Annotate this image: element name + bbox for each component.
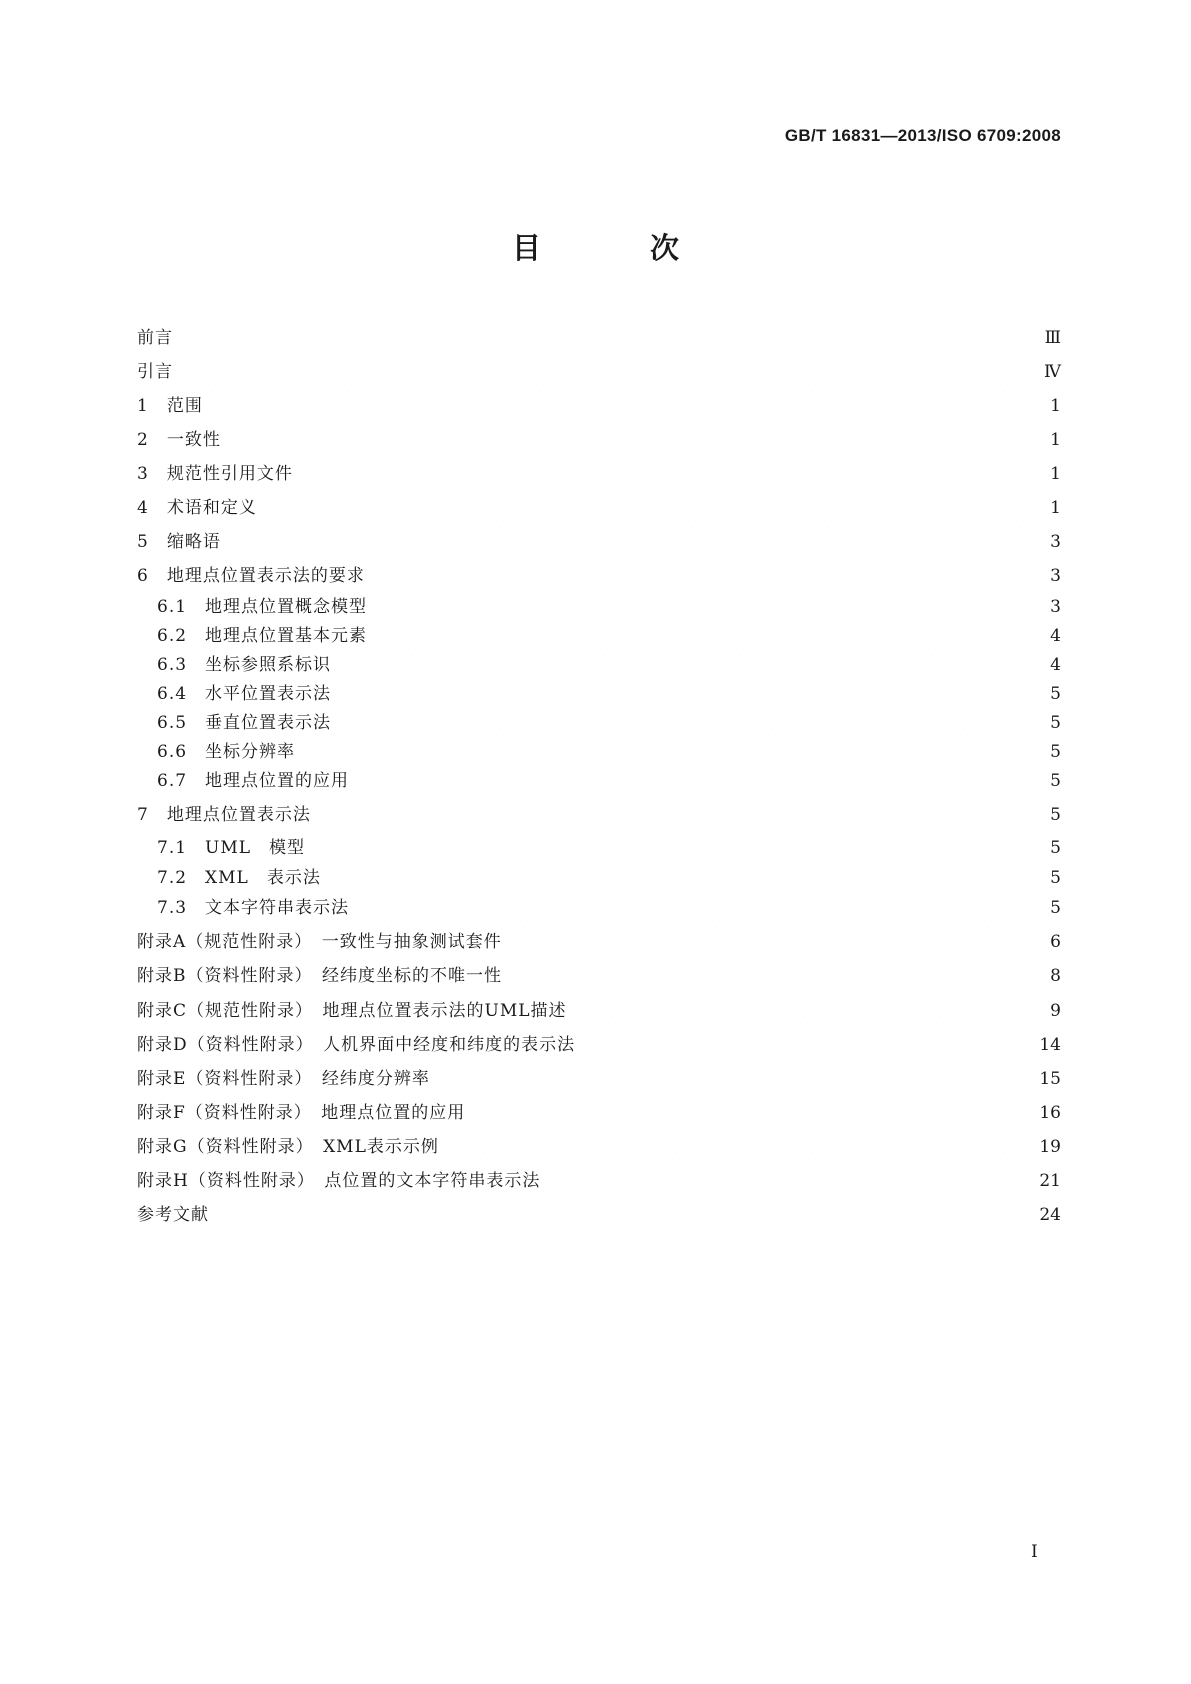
toc-leader-dots [229, 529, 1039, 555]
toc-entry-label: 附录B（资料性附录） 经纬度坐标的不唯一性 [137, 966, 502, 986]
toc-entry-6-4[interactable] [157, 681, 1061, 707]
toc-leader-dots [229, 427, 1039, 453]
toc-entry-page: 3 [1050, 566, 1061, 586]
toc-entry-4[interactable] [137, 495, 1061, 521]
toc-entry-label: 6.6 坐标分辨率 [157, 742, 296, 762]
toc-entry-page: 1 [1050, 464, 1061, 484]
toc-leader-dots [357, 768, 1039, 794]
toc-entry-appendix-f[interactable] [137, 1100, 1061, 1126]
toc-entry-page: 5 [1050, 771, 1061, 791]
toc-leader-dots [447, 1134, 1031, 1160]
toc-entry-page: 1 [1050, 498, 1061, 518]
toc-entry-page: 4 [1050, 655, 1061, 675]
toc-entry-page: 24 [1039, 1205, 1061, 1225]
toc-entry-6-6[interactable] [157, 739, 1061, 765]
page-title: 目 次 [511, 231, 719, 265]
toc-entry-appendix-a[interactable] [137, 929, 1061, 955]
toc-leader-dots [217, 1202, 1031, 1228]
toc-entry-page: 8 [1050, 966, 1061, 986]
toc-entry-page: 16 [1039, 1103, 1061, 1123]
toc-entry-6-1[interactable] [157, 594, 1061, 620]
toc-leader-dots [575, 998, 1039, 1024]
toc-leader-dots [438, 1066, 1031, 1092]
toc-entry-page: 1 [1050, 396, 1061, 416]
toc-entry-7-3[interactable] [157, 895, 1061, 921]
toc-leader-dots [339, 681, 1039, 707]
toc-entry-label: 引言 [137, 362, 173, 382]
toc-entry-page: 19 [1039, 1137, 1061, 1157]
toc-leader-dots [510, 963, 1039, 989]
toc-entry-label: 7.1 UML 模型 [157, 838, 306, 858]
toc-entry-appendix-d[interactable] [137, 1032, 1061, 1058]
toc-entry-appendix-e[interactable] [137, 1066, 1061, 1092]
toc-entry-page: 5 [1050, 805, 1061, 825]
toc-entry-label: 2 一致性 [137, 430, 221, 450]
toc-entry-page: 5 [1050, 742, 1061, 762]
toc-entry-page: 3 [1050, 597, 1061, 617]
toc-leader-dots [339, 652, 1039, 678]
toc-entry-label: 6.3 坐标参照系标识 [157, 655, 332, 675]
toc-entry-page: 5 [1050, 684, 1061, 704]
toc-entry-label: 7 地理点位置表示法 [137, 805, 311, 825]
toc-entry-7[interactable] [137, 802, 1061, 828]
toc-entry-page: 15 [1039, 1069, 1061, 1089]
toc-entry-page: 3 [1050, 532, 1061, 552]
toc-entry-label: 6.5 垂直位置表示法 [157, 713, 332, 733]
toc-entry-label: 附录E（资料性附录） 经纬度分辨率 [137, 1069, 430, 1089]
toc-entry-6-2[interactable] [157, 623, 1061, 649]
toc-leader-dots [303, 739, 1039, 765]
toc-entry-label: 6.1 地理点位置概念模型 [157, 597, 368, 617]
toc-leader-dots [375, 594, 1039, 620]
toc-entry-7-2[interactable] [157, 865, 1061, 891]
toc-entry-label: 6.7 地理点位置的应用 [157, 771, 350, 791]
toc-leader-dots [265, 495, 1039, 521]
toc-leader-dots [301, 461, 1039, 487]
toc-leader-dots [319, 802, 1039, 828]
toc-entry-page: 5 [1050, 713, 1061, 733]
toc-leader-dots [181, 325, 1037, 351]
page-number: Ⅰ [1031, 1542, 1038, 1562]
toc-entry-label: 5 缩略语 [137, 532, 221, 552]
toc-entry-page: 5 [1050, 868, 1061, 888]
toc-entry-label: 附录G（资料性附录） XML表示示例 [137, 1137, 439, 1157]
toc-entry-appendix-c[interactable] [137, 998, 1061, 1024]
toc-entry-page: 5 [1050, 898, 1061, 918]
toc-entry-label: 7.3 文本字符串表示法 [157, 898, 350, 918]
toc-leader-dots [357, 895, 1039, 921]
toc-entry-6-7[interactable] [157, 768, 1061, 794]
toc-entry-page: Ⅲ [1044, 328, 1061, 348]
toc-entry-label: 附录D（资料性附录） 人机界面中经度和纬度的表示法 [137, 1035, 576, 1055]
toc-entry-label: 1 范围 [137, 396, 203, 416]
toc-entry-label: 前言 [137, 328, 173, 348]
toc-leader-dots [313, 835, 1039, 861]
toc-entry-6-3[interactable] [157, 652, 1061, 678]
toc-entry-page: 9 [1050, 1001, 1061, 1021]
toc-entry-2[interactable] [137, 427, 1061, 453]
toc-entry-page: 4 [1050, 626, 1061, 646]
toc-leader-dots [583, 1032, 1031, 1058]
toc-entry-appendix-h[interactable] [137, 1168, 1061, 1194]
toc-entry-6[interactable] [137, 563, 1061, 589]
toc-entry-page: Ⅳ [1044, 362, 1061, 382]
toc-entry-3[interactable] [137, 461, 1061, 487]
toc-entry-7-1[interactable] [157, 835, 1061, 861]
toc-entry-page: 21 [1039, 1171, 1061, 1191]
toc-entry-references[interactable] [137, 1202, 1061, 1228]
toc-entry-label: 参考文献 [137, 1205, 209, 1225]
toc-entry-preface[interactable] [137, 325, 1061, 351]
standard-code-header: GB/T 16831—2013/ISO 6709:2008 [784, 126, 1061, 145]
toc-entry-1[interactable] [137, 393, 1061, 419]
toc-entry-appendix-b[interactable] [137, 963, 1061, 989]
toc-entry-label: 4 术语和定义 [137, 498, 257, 518]
toc-entry-5[interactable] [137, 529, 1061, 555]
toc-entry-label: 附录H（资料性附录） 点位置的文本字符串表示法 [137, 1171, 541, 1191]
toc-entry-label: 3 规范性引用文件 [137, 464, 293, 484]
toc-leader-dots [329, 865, 1039, 891]
toc-entry-label: 附录C（规范性附录） 地理点位置表示法的UML描述 [137, 1001, 567, 1021]
toc-leader-dots [548, 1168, 1031, 1194]
toc-leader-dots [375, 623, 1039, 649]
toc-entry-page: 1 [1050, 430, 1061, 450]
toc-entry-label: 附录A（规范性附录） 一致性与抽象测试套件 [137, 932, 502, 952]
toc-entry-appendix-g[interactable] [137, 1134, 1061, 1160]
toc-leader-dots [181, 359, 1036, 385]
toc-entry-label: 6.2 地理点位置基本元素 [157, 626, 368, 646]
toc-entry-label: 6 地理点位置表示法的要求 [137, 566, 365, 586]
toc-leader-dots [473, 1100, 1031, 1126]
toc-entry-label: 附录F（资料性附录） 地理点位置的应用 [137, 1103, 466, 1123]
toc-entry-6-5[interactable] [157, 710, 1061, 736]
toc-leader-dots [373, 563, 1039, 589]
toc-entry-label: 6.4 水平位置表示法 [157, 684, 332, 704]
toc-entry-page: 6 [1050, 932, 1061, 952]
toc-entry-page: 14 [1039, 1035, 1061, 1055]
toc-leader-dots [510, 929, 1039, 955]
toc-leader-dots [339, 710, 1039, 736]
toc-leader-dots [211, 393, 1039, 419]
toc-entry-page: 5 [1050, 838, 1061, 858]
toc-entry-label: 7.2 XML 表示法 [157, 868, 321, 888]
toc-entry-introduction[interactable] [137, 359, 1061, 385]
